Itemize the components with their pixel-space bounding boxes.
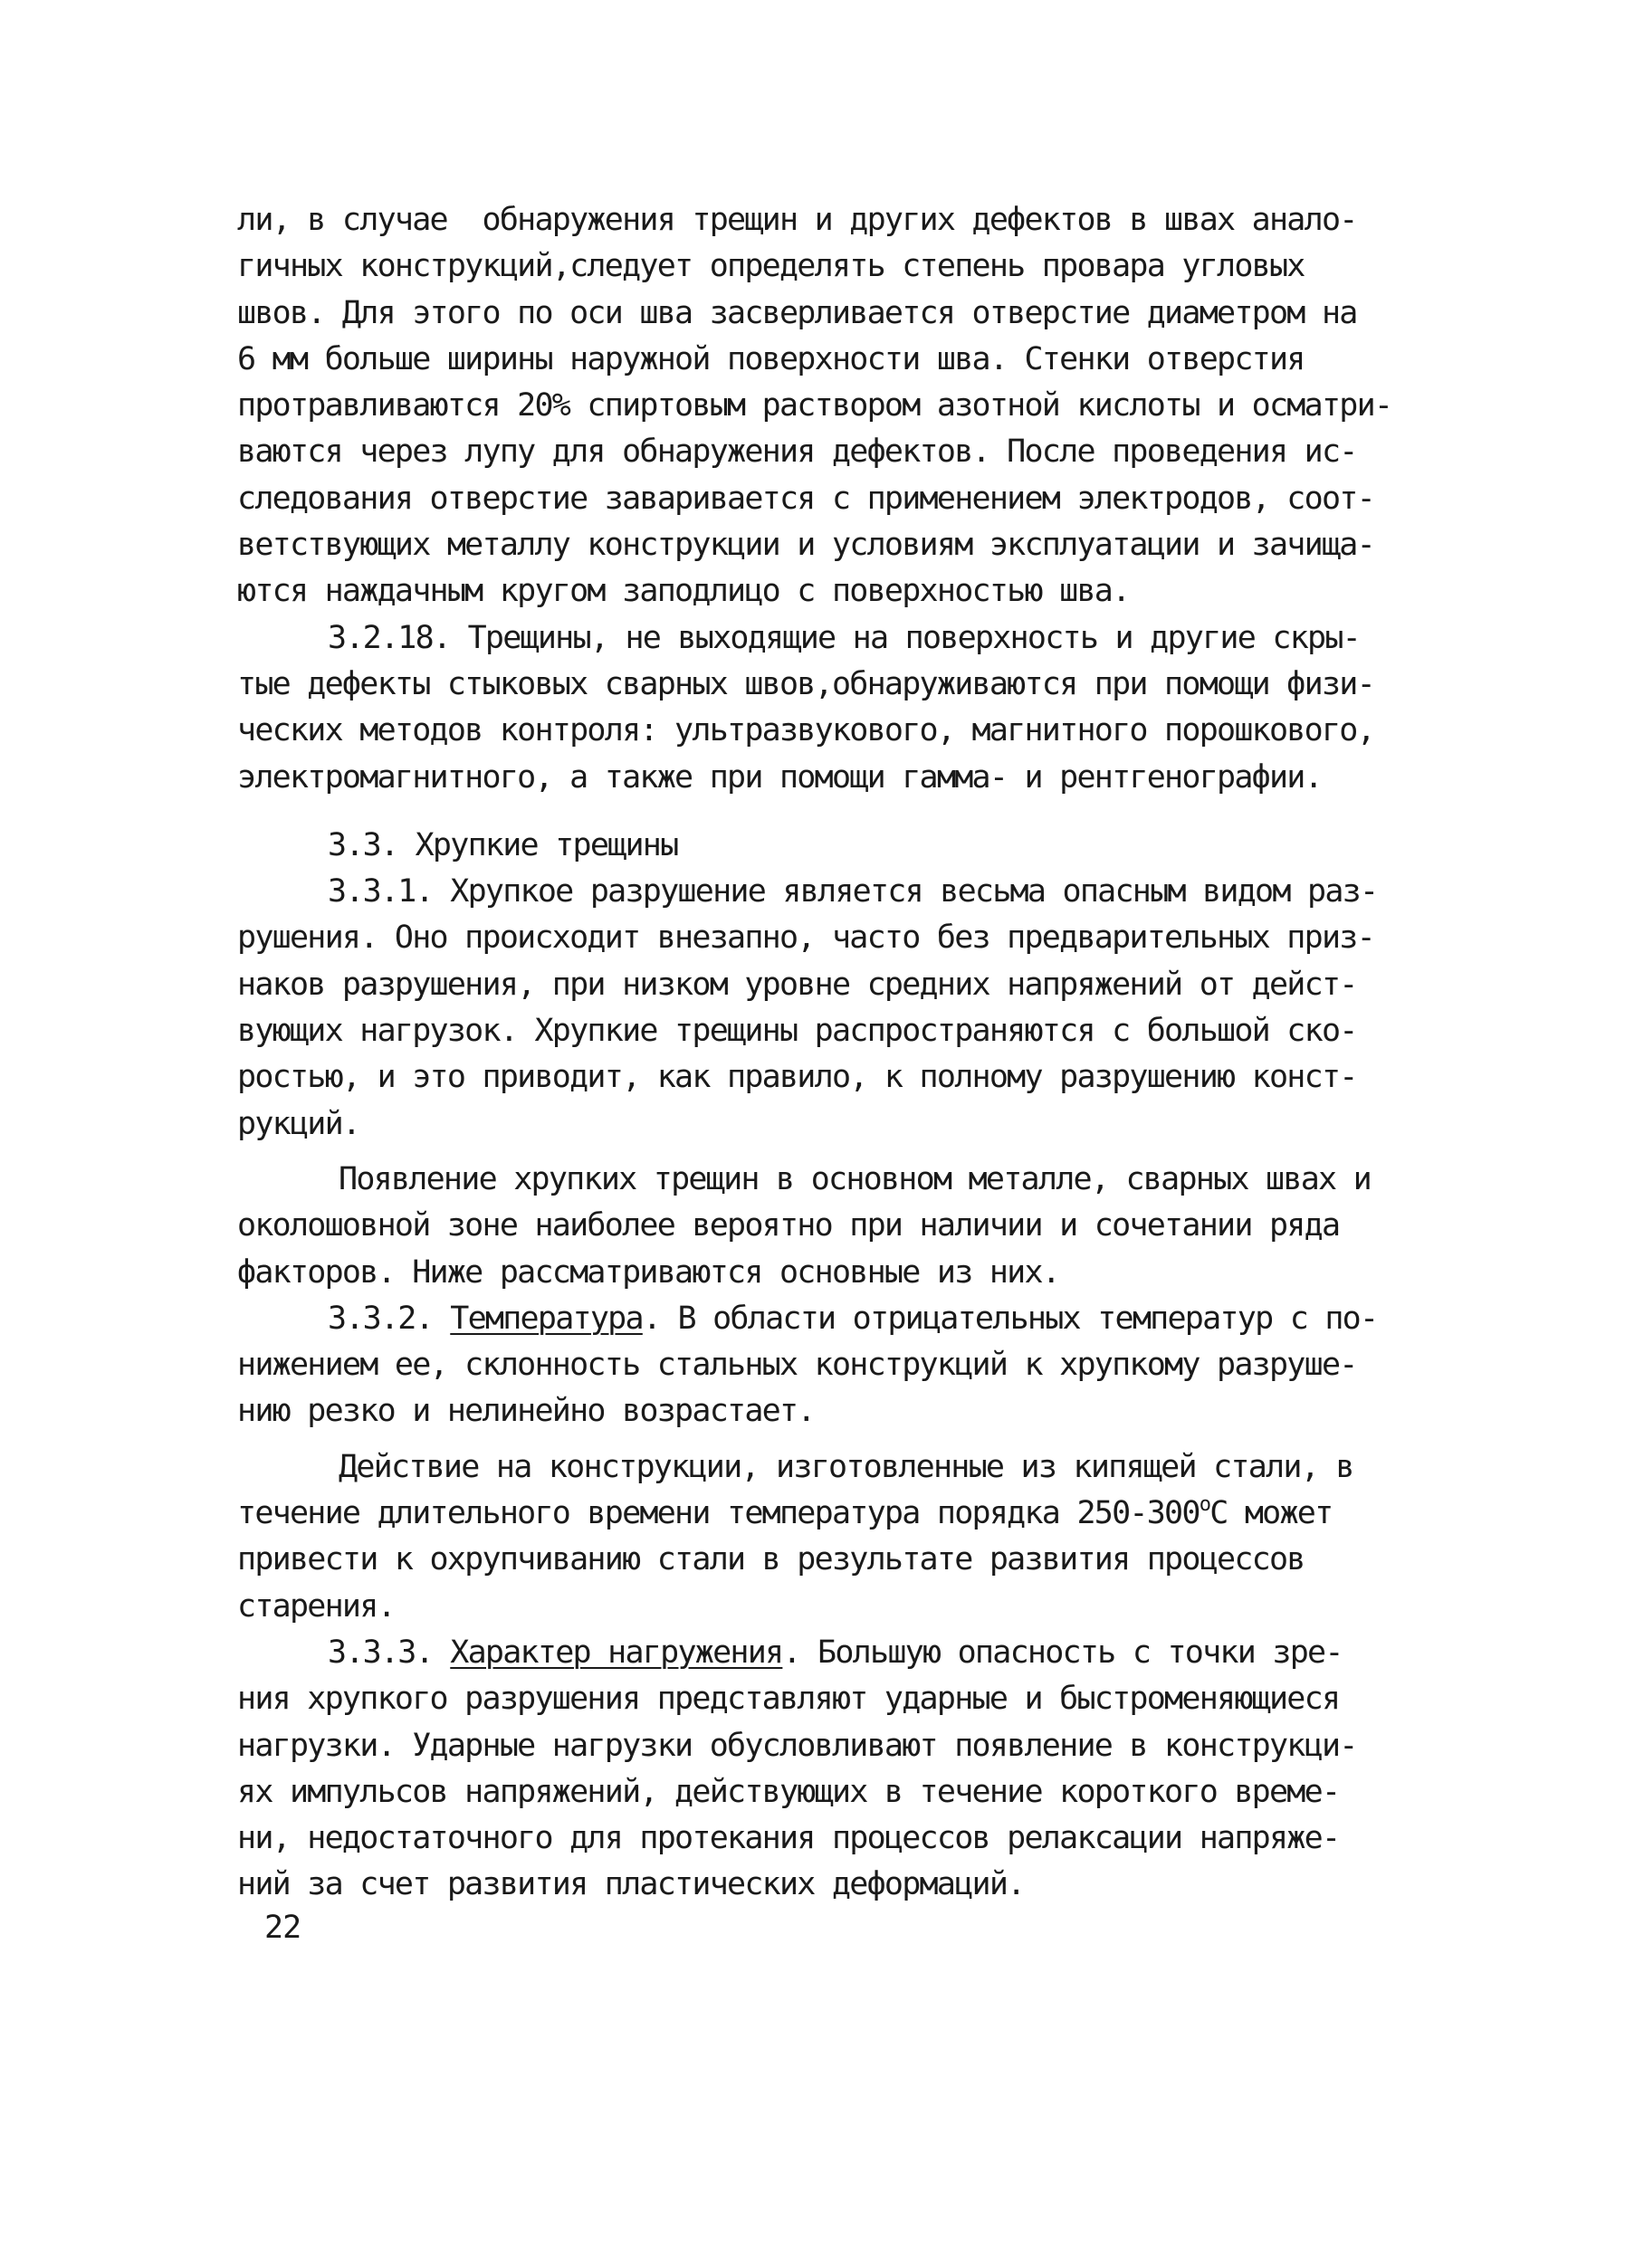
text-line: ни, недостаточного для протекания процессов релаксации напряже- (237, 1820, 1340, 1857)
text-line: ний за счет развития пластических деформаций. (237, 1866, 1025, 1903)
text-line: ваются через лупу для обнаружения дефектов. После проведения ис- (237, 434, 1357, 471)
clause-heading-underlined: Характер нагружения (450, 1634, 783, 1671)
clause-text: . Большую опасность с точки зре- (782, 1634, 1343, 1671)
clause-3-2-18: 3.2.18. Трещины, не выходящие на поверхность и другие скры- (328, 619, 1360, 656)
text-fragment: С может (1209, 1495, 1333, 1532)
text-line: 6 мм больше ширины наружной поверхности шва. Стенки отверстия (237, 340, 1305, 377)
text-line: нагрузки. Ударные нагрузки обусловливают появление в конструкци- (237, 1727, 1357, 1764)
text-line: ются наждачным кругом заподлицо с поверхностью шва. (237, 573, 1130, 610)
text-line: вующих нагрузок. Хрупкие трещины распространяются с большой ско- (237, 1013, 1357, 1050)
clause-heading-underlined: Температура (450, 1300, 643, 1337)
text-line: рушения. Оно происходит внезапно, часто без предварительных приз- (237, 920, 1374, 957)
clause-3-3-1: 3.3.1. Хрупкое разрушение является весьма опасным видом раз- (328, 873, 1378, 910)
text-fragment: течение длительного времени температура порядка 250-300 (237, 1495, 1200, 1532)
clause-text: . В области отрицательных температур с по- (642, 1300, 1378, 1337)
page-number: 22 (264, 1910, 301, 1946)
text-line: электромагнитного, а также при помощи гамма- и рентгенографии. (237, 758, 1322, 796)
text-line: околошовной зоне наиболее вероятно при наличии и сочетании ряда (237, 1207, 1340, 1244)
text-line: ях импульсов напряжений, действующих в течение короткого време- (237, 1773, 1340, 1810)
clause-number: 3.3.3. (328, 1634, 451, 1671)
paragraph-gap (237, 1148, 1450, 1157)
text-line: старения. (237, 1587, 395, 1625)
paragraph-first-line: Появление хрупких трещин в основном металле, сварных швах и (339, 1160, 1371, 1197)
paragraph-gap (237, 801, 1450, 823)
text-line: рукций. (237, 1105, 360, 1142)
text-line: гичных конструкций,следует определять степень провара угловых (237, 248, 1305, 285)
text-line: протравливаются 20% спиртовым раствором азотной кислоты и осматри- (237, 387, 1392, 424)
body-text (237, 197, 1450, 1909)
section-heading-3-3: 3.3. Хрупкие трещины (328, 826, 678, 863)
text-line: швов. Для этого по оси шва засверливается отверстие диаметром на (237, 294, 1357, 331)
text-line: нию резко и нелинейно возрастает. (237, 1393, 815, 1430)
text-line: ветствующих металлу конструкции и условиям эксплуатации и зачища- (237, 527, 1374, 564)
text-line: ростью, и это приводит, как правило, к полному разрушению конст- (237, 1059, 1357, 1096)
text-line: тые дефекты стыковых сварных швов,обнаруживаются при помощи физи- (237, 665, 1374, 702)
text-line: наков разрушения, при низком уровне средних напряжений от дейст- (237, 966, 1357, 1003)
text-line: ческих методов контроля: ультразвукового, магнитного порошкового, (237, 712, 1374, 749)
text-line: факторов. Ниже рассматриваются основные из них. (237, 1253, 1060, 1291)
degree-superscript: o (1199, 1493, 1210, 1517)
text-line: следования отверстие заваривается с применением электродов, соот- (237, 480, 1374, 517)
text-line: ли, в случае обнаружения трещин и других дефектов в швах анало- (237, 202, 1357, 238)
paragraph-first-line: Действие на конструкции, изготовленные из кипящей стали, в (339, 1448, 1353, 1485)
paragraph-gap (237, 1435, 1450, 1444)
text-line (237, 1491, 1450, 1537)
clause-number: 3.3.2. (328, 1300, 451, 1337)
clause-3-3-3 (237, 1630, 1450, 1676)
text-line: привести к охрупчиванию стали в результате развития процессов (237, 1541, 1305, 1578)
text-line: нижением ее, склонность стальных конструкций к хрупкому разруше- (237, 1347, 1357, 1384)
clause-3-3-2 (237, 1296, 1450, 1342)
text-line: ния хрупкого разрушения представляют ударные и быстроменяющиеся (237, 1681, 1340, 1718)
